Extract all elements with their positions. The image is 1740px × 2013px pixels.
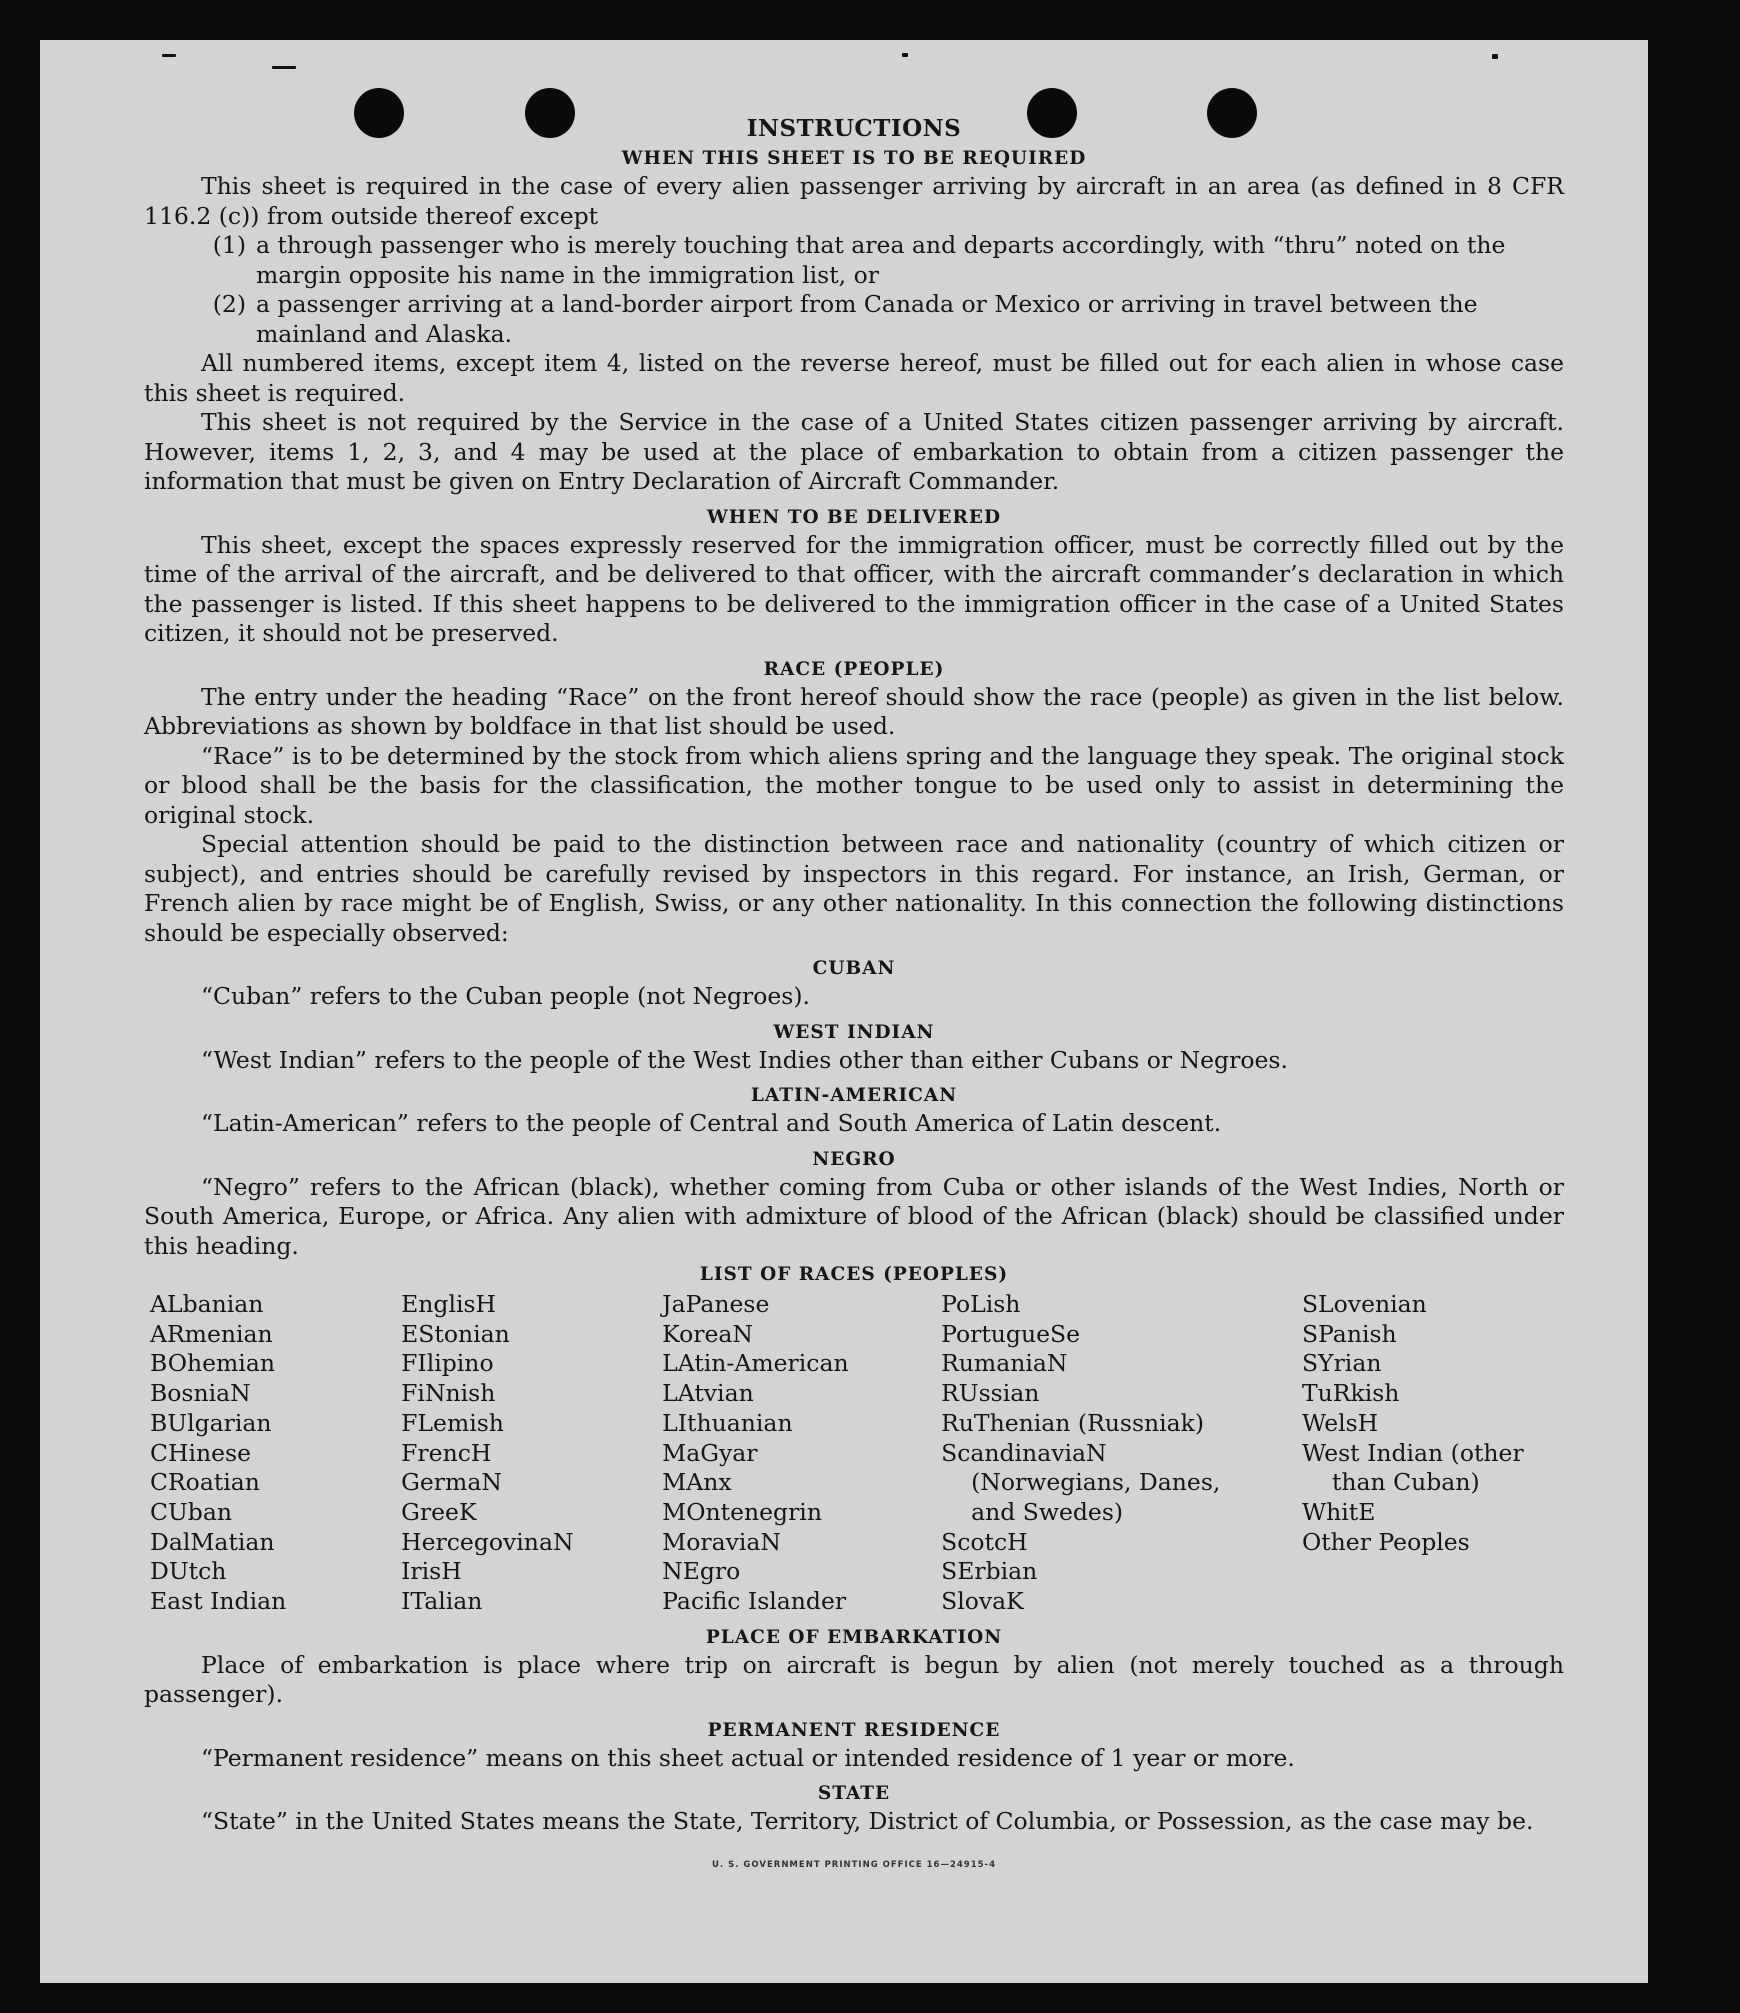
race-entry: EnglisH <box>401 1290 497 1318</box>
section-heading: NEGRO <box>812 1148 896 1170</box>
paragraph: This sheet, except the spaces expressly reserved for the immigration officer, must be correctly filled out by the time of the arrival of the aircraft, and be delivered to that officer, with the aircraft commander’s declaration in which the passenger is listed. If this sheet happens to be delivered to the immigration officer in the case of a United States citizen, it should not be preserved. <box>144 530 1564 647</box>
section-heading: LIST OF RACES (PEOPLES) <box>699 1264 1009 1285</box>
section-heading: WHEN THIS SHEET IS TO BE REQUIRED <box>621 148 1087 169</box>
race-entry: FLemish <box>401 1408 504 1437</box>
race-entry: East Indian <box>150 1587 287 1616</box>
paragraph: “West Indian” refers to the people of the West Indies other than either Cubans or Negroes. <box>201 1045 1288 1074</box>
race-entry: SErbian <box>941 1557 1038 1586</box>
exception-item <box>144 231 1564 290</box>
race-entry: ScotcH <box>941 1527 1028 1556</box>
race-entry: SYrian <box>1301 1349 1382 1378</box>
printer-imprint: U. S. GOVERNMENT PRINTING OFFICE 16—24915-4 <box>712 1859 996 1870</box>
paragraph: Special attention should be paid to the distinction between race and nationality (country of which citizen or subject), and entries should be carefully revised by inspectors in this regard. For instance, an Irish, German, or French alien by race might be of English, Swiss, or any other nationality. In this connection the following distinctions should be especially observed: <box>144 830 1564 947</box>
section-heading: RACE (PEOPLE) <box>763 658 945 680</box>
race-entry: MoraviaN <box>662 1527 781 1556</box>
item-text: a passenger arriving at a land-border airport from Canada or Mexico or arriving in travel between the mainland and Alaska. <box>256 290 1478 348</box>
race-entry: WelsH <box>1301 1408 1379 1437</box>
race-entry: TuRkish <box>1301 1379 1400 1408</box>
item-number: (1) <box>212 231 246 259</box>
race-entry: ITalian <box>401 1587 483 1616</box>
race-entry: ARmenian <box>150 1319 273 1348</box>
paragraph: This sheet is required in the case of every alien passenger arriving by aircraft in an area (as defined in 8 CFR 116.2 (c)) from outside thereof except <box>144 172 1564 230</box>
paragraph: All numbered items, except item 4, listed on the reverse hereof, must be filled out for each alien in whose case this sheet is required. <box>144 349 1564 407</box>
race-entry: ALbanian <box>150 1290 264 1318</box>
scan-speck <box>1492 54 1498 59</box>
race-entry: SlovaK <box>941 1587 1024 1616</box>
paragraph: “Negro” refers to the African (black), whether coming from Cuba or other islands of the West Indies, North or South America, Europe, or Africa. Any alien with admixture of blood of the African (black) should be classified under this heading. <box>144 1172 1564 1260</box>
section-heading: WEST INDIAN <box>773 1021 935 1043</box>
race-entry: Other Peoples <box>1301 1527 1470 1556</box>
race-entry: ScandinaviaN (Norwegians, Danes, and Swedes) <box>941 1438 1221 1526</box>
races-column <box>662 1290 941 1617</box>
paragraph: Place of embarkation is place where trip on aircraft is begun by alien (not merely touched as a through passenger). <box>144 1650 1564 1709</box>
paragraph: The entry under the heading “Race” on the front hereof should show the race (people) as given in the list below. Abbreviations as shown by boldface in that list should be used. <box>144 682 1564 740</box>
race-entry: DUtch <box>150 1557 227 1586</box>
race-entry: WhitE <box>1301 1497 1376 1526</box>
race-entry: SPanish <box>1301 1319 1397 1348</box>
paragraph: “Cuban” refers to the Cuban people (not Negroes). <box>201 982 811 1010</box>
race-entry: CRoatian <box>150 1468 260 1497</box>
race-entry: HercegovinaN <box>401 1527 574 1556</box>
races-column <box>1302 1290 1564 1617</box>
race-entry: LAtvian <box>662 1379 754 1408</box>
paragraph: This sheet is not required by the Service in the case of a United States citizen passenger arriving by aircraft. However, items 1, 2, 3, and 4 may be used at the place of embarkation to obtain from a citizen passenger the information that must be given on Entry Declaration of Aircraft Commander. <box>144 408 1564 495</box>
race-entry: CHinese <box>150 1438 251 1467</box>
race-entry: RUssian <box>941 1379 1040 1408</box>
document-sheet <box>40 40 1648 1983</box>
race-entry: RuThenian (Russniak) <box>941 1408 1205 1437</box>
item-text: a through passenger who is merely touching that area and departs accordingly, with “thru” noted on the margin opposite his name in the immigration list, or <box>256 231 1506 289</box>
section-heading: WHEN TO BE DELIVERED <box>707 506 1001 528</box>
page-title: INSTRUCTIONS <box>746 115 962 142</box>
race-entry: BUlgarian <box>150 1408 272 1437</box>
race-entry: LAtin-American <box>662 1349 849 1378</box>
section-heading: CUBAN <box>812 958 896 979</box>
race-entry: EStonian <box>401 1319 510 1348</box>
race-entry: GermaN <box>401 1468 502 1497</box>
race-entry: FiNnish <box>401 1379 496 1408</box>
races-column <box>401 1290 662 1617</box>
section-heading: PLACE OF EMBARKATION <box>705 1626 1003 1648</box>
race-entry: MOntenegrin <box>662 1497 822 1526</box>
race-entry: FrencH <box>401 1438 492 1467</box>
race-entry: FIlipino <box>401 1349 494 1378</box>
section-heading: STATE <box>817 1783 891 1805</box>
race-entry: JaPanese <box>662 1290 770 1318</box>
race-entry: NEgro <box>662 1557 741 1586</box>
race-entry: LIthuanian <box>662 1408 793 1437</box>
instructions-content <box>144 114 1564 1880</box>
race-entry: West Indian (other than Cuban) <box>1301 1438 1524 1497</box>
races-column <box>144 1290 401 1617</box>
race-entry: IrisH <box>401 1557 462 1586</box>
section-heading: LATIN-AMERICAN <box>750 1085 958 1106</box>
race-entry: PoLish <box>941 1290 1021 1318</box>
race-entry: Pacific Islander <box>662 1587 847 1616</box>
race-entry: MaGyar <box>662 1438 758 1467</box>
race-entry: DalMatian <box>150 1527 275 1556</box>
paragraph: “Latin-American” refers to the people of Central and South America of Latin descent. <box>201 1109 1222 1137</box>
scan-speck <box>162 54 176 57</box>
exception-item <box>144 290 1564 349</box>
race-entry: SLovenian <box>1301 1290 1427 1318</box>
scan-speck <box>902 53 908 57</box>
race-entry: GreeK <box>401 1497 477 1526</box>
scan-speck <box>272 66 296 69</box>
races-column <box>941 1290 1302 1617</box>
paragraph: “State” in the United States means the State, Territory, District of Columbia, or Possession, as the case may be. <box>201 1807 1534 1836</box>
section-heading: PERMANENT RESIDENCE <box>707 1719 1001 1741</box>
paragraph: “Race” is to be determined by the stock from which aliens spring and the language they speak. The original stock or blood shall be the basis for the classification, the mother tongue to be used only to assist in determining the original stock. <box>144 741 1564 829</box>
race-entry: KoreaN <box>662 1319 753 1348</box>
paragraph: “Permanent residence” means on this sheet actual or intended residence of 1 year or more. <box>201 1743 1295 1772</box>
race-entry: PortugueSe <box>941 1319 1081 1348</box>
race-entry: BosniaN <box>150 1379 251 1408</box>
race-entry: MAnx <box>662 1468 732 1497</box>
race-entry: BOhemian <box>150 1349 275 1378</box>
race-entry: RumaniaN <box>941 1349 1068 1378</box>
item-number: (2) <box>212 290 246 318</box>
race-entry: CUban <box>150 1497 232 1526</box>
races-list <box>144 1290 1564 1617</box>
